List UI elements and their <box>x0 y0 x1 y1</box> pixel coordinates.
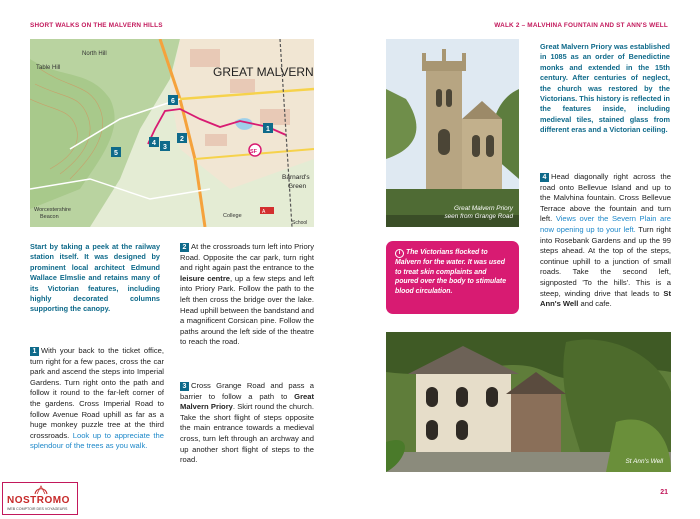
step-2-text-a: At the crossroads turn left into Priory Road. Opposite the car park, turn right and right again past the entrance to the <box>180 242 314 273</box>
priory-info-paragraph: Great Malvern Priory was established in 1085 as an order of Benedictine monks and extended in the 15th century. After centuries of neglect, the church was restored by the Victorians. This history is reflected in the features inside, including medieval tiles, stained glass from different eras and a Victorian ceiling. <box>540 42 670 135</box>
running-header-right: WALK 2 – MALVHINA FOUNTAIN AND ST ANN'S WELL <box>494 22 668 29</box>
callout-text: The Victorians flocked to Malvern for the water. It was used to treat skin complaints and poured over the body to stimulate blood circulation. <box>395 249 507 295</box>
map-label-college: College <box>223 213 242 219</box>
page-number: 21 <box>660 489 668 496</box>
well-photo-caption: St Ann's Well <box>625 458 663 465</box>
nostromo-logo <box>2 482 78 515</box>
svg-text:4: 4 <box>152 140 156 147</box>
map-label-great-malvern: GREAT MALVERN <box>213 65 314 79</box>
map-road-number: A <box>262 209 266 215</box>
map-label-school: School <box>292 220 308 226</box>
step-number-badge: 1 <box>30 347 39 356</box>
route-map <box>30 39 314 227</box>
logo-name: NOSTROMO <box>7 495 70 506</box>
step-4-text-a: Head diagonally right across the road onto Bellevue Island and up to the Malvhina fountain. Cross Bellevue Terrace above the fountain and turn left. <box>540 172 671 224</box>
map-label-barnards-green-1: Barnard's <box>282 174 310 181</box>
map-label-worcestershire-1: Worcestershire <box>34 207 71 213</box>
step-3 <box>180 381 314 466</box>
svg-text:6: 6 <box>171 98 175 105</box>
running-header-left: SHORT WALKS ON THE MALVERN HILLS <box>30 22 163 29</box>
map-label-table-hill: Table Hill <box>36 65 61 71</box>
step-4-text-b: Turn right into Rosebank Gardens and up the 99 steps ahead. At the top of the steps, continue uphill to a junction of small roads. Take the second left, signposted 'To the hills'. This is a steep, winding drive that leads to <box>540 224 671 298</box>
step-1 <box>30 346 164 452</box>
step-1-highlight: Look up to appreciate the splendour of the trees as you walk. <box>30 430 164 451</box>
svg-text:3: 3 <box>163 144 167 151</box>
step-4-highlight: Views over the Severn Plain are now opening up to your left. <box>540 214 671 234</box>
step-2-bold: leisure centre <box>180 273 231 283</box>
step-3-text-a: Cross Grange Road and pass a barrier to follow a path to <box>180 381 314 401</box>
step-4-text-c: and cafe. <box>580 299 612 309</box>
step-1-text: With your back to the ticket office, turn right for a few paces, cross the car park and ascend the steps into Imperial Gardens. Turn right onto the path and follow it round to the far-left corner of the gardens. Cross Imperial Road to follow Avenue Road uphill as far as a huge monkey puzzle tree at the third crossroads. <box>30 346 164 440</box>
callout-box <box>386 241 519 314</box>
map-label-barnards-green-2: Green <box>288 183 307 190</box>
svg-text:SF: SF <box>250 149 258 155</box>
map-label-beacon: Beacon <box>40 214 59 220</box>
logo-subtitle: WEB COMPTOIR DES VOYAGEURS <box>7 507 68 511</box>
st-anns-well-photo <box>386 332 671 472</box>
svg-text:2: 2 <box>180 136 184 143</box>
logo-emblem-icon <box>34 484 48 495</box>
step-3-bold: Great Malvern Priory <box>180 391 314 412</box>
step-number-badge: 4 <box>540 173 549 182</box>
map-label-north-hill: North Hill <box>82 51 107 57</box>
priory-photo-caption <box>393 205 513 221</box>
step-number-badge: 3 <box>180 382 189 391</box>
step-2 <box>180 242 314 348</box>
priory-caption-line-2: seen from Grange Road <box>444 213 513 220</box>
priory-caption-line-1: Great Malvern Priory <box>454 205 513 212</box>
priory-photo <box>386 39 519 227</box>
step-4-bold: St Ann's Well <box>540 288 671 309</box>
intro-paragraph: Start by taking a peek at the railway station itself. It was designed by prominent local architect Edmund Wallace Elmslie and retains many of its Victorian features, including highly decorated columns supporting the canopy. <box>30 242 160 314</box>
step-2-text-b: , up a few steps and left into Priory Park. Follow the path to the left then cross the bridge over the lake. Head uphill between the bandstand and a magnificent Corsican pine. Follow the paths around the left side of the theatre to reach the road. <box>180 273 314 347</box>
svg-text:5: 5 <box>114 150 118 157</box>
step-number-badge: 2 <box>180 243 189 252</box>
step-3-text-b: . Skirt round the church. Take the short flight of steps opposite the main entrance towards a medieval cross, turn left through an archway and up another short flight of steps to the road. <box>180 402 314 465</box>
svg-text:1: 1 <box>266 126 270 133</box>
info-icon: i <box>395 249 404 258</box>
step-4 <box>540 172 671 310</box>
